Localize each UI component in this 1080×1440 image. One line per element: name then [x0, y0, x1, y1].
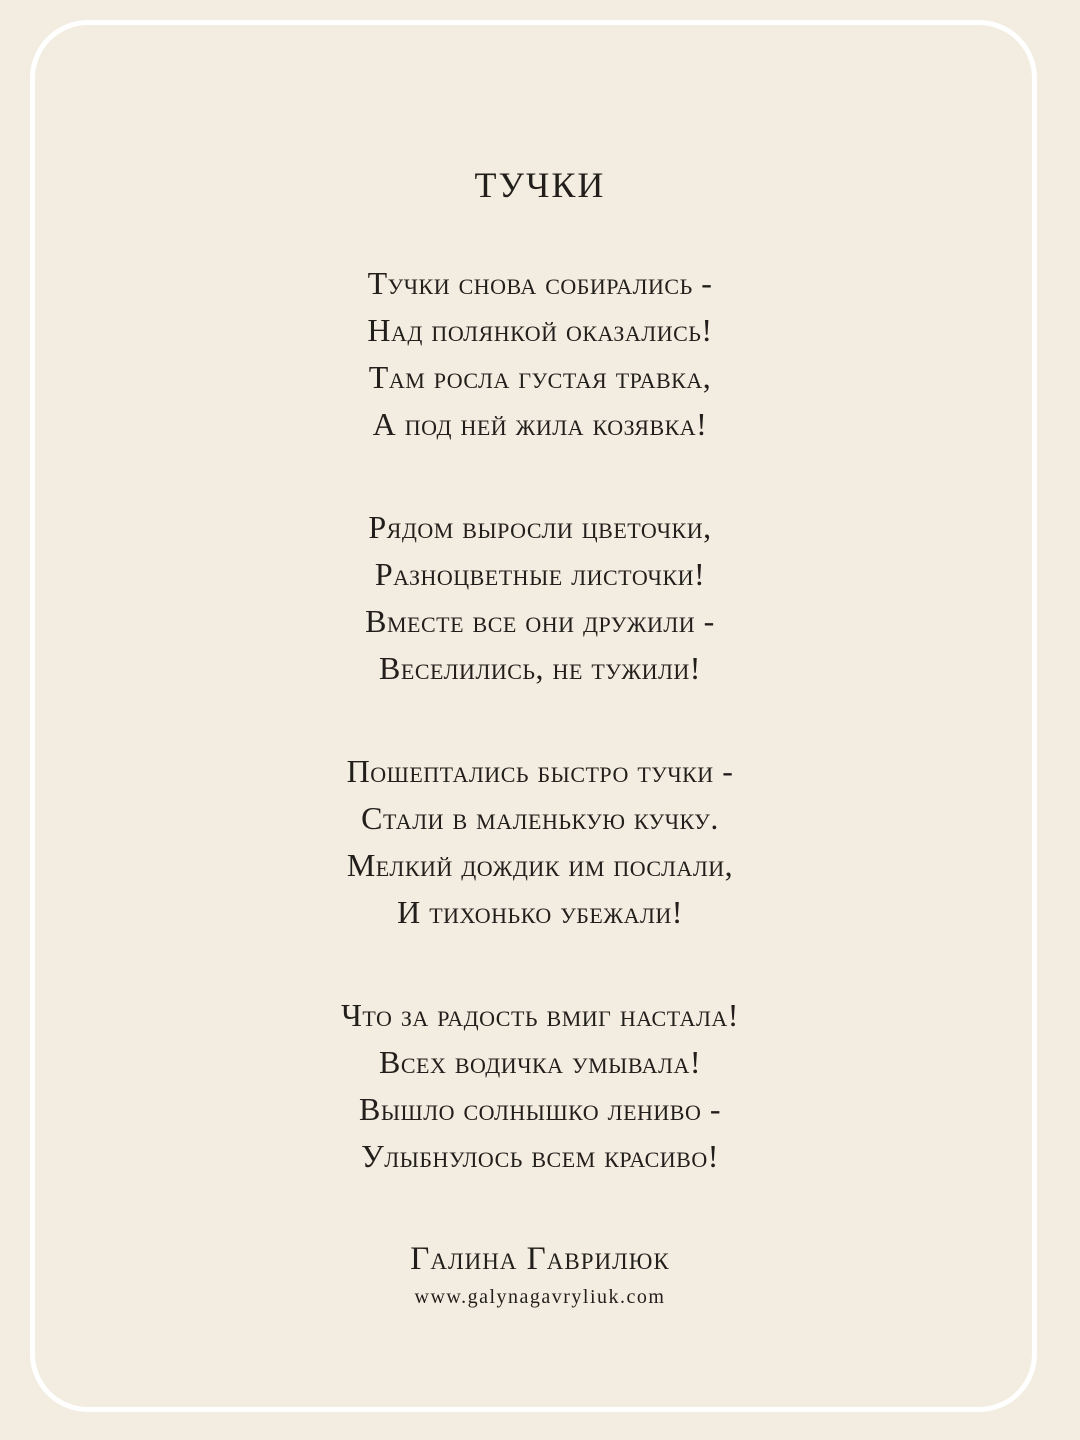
poem-line: Над полянкой оказались! — [367, 312, 713, 348]
poem-line: Стали в маленькую кучку. — [361, 800, 719, 836]
poem-line: Что за радость вмиг настала! — [341, 997, 739, 1033]
poem-line: Там росла густая травка, — [368, 359, 712, 395]
poem-line: Рядом выросли цветочки, — [368, 509, 712, 545]
poem-line: Разноцветные листочки! — [374, 556, 706, 592]
stanza-1 — [0, 260, 1080, 448]
poem-line: Улыбнулось всем красиво! — [361, 1138, 719, 1174]
poem-line: Веселились, не тужили! — [379, 650, 701, 686]
poem-line: Вышло солнышко лениво - — [358, 1091, 722, 1127]
poem-line: Тучки снова собирались - — [367, 265, 713, 301]
poem-line: Мелкий дождик им послали, — [346, 847, 734, 883]
stanza-3 — [0, 748, 1080, 936]
poem-line: Всех водичка умывала! — [378, 1044, 702, 1080]
website-url: www.galynagavryliuk.com — [414, 1286, 666, 1308]
poem-title: ТУЧКИ — [474, 165, 606, 205]
poem-line: Пошептались быстро тучки - — [346, 753, 734, 789]
poem-line: А под ней жила козявка! — [372, 406, 708, 442]
stanza-2 — [0, 504, 1080, 692]
stanza-4 — [0, 992, 1080, 1180]
author-name: Галина Гаврилюк — [410, 1241, 670, 1277]
poem-line: Вместе все они дружили - — [365, 603, 715, 639]
poem-line: И тихонько убежали! — [397, 894, 683, 930]
